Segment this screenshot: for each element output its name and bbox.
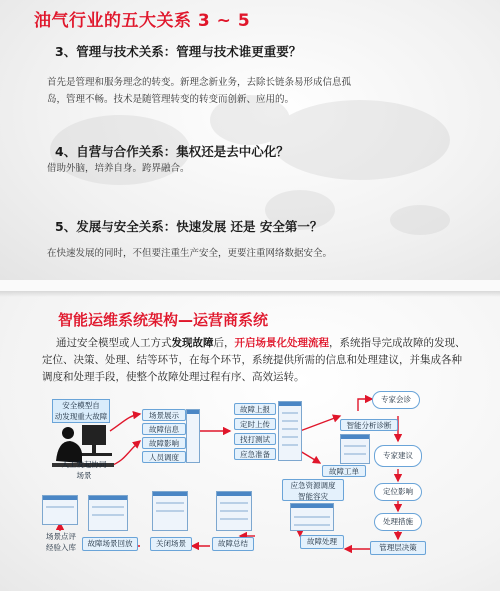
slide-ops-architecture xyxy=(0,291,500,591)
smart-analysis-tag: 智能分析诊断 xyxy=(340,419,398,431)
fault-ticket-tag: 故障工单 xyxy=(322,465,366,477)
slide-five-relations xyxy=(0,0,500,280)
archive-box xyxy=(40,531,82,555)
resource-dispatch-tag xyxy=(282,479,344,501)
slide-title: 智能运维系统架构—运营商系统 xyxy=(58,311,269,329)
box-line: 应急资源调度 xyxy=(290,481,336,490)
body-part: 后， xyxy=(213,337,235,349)
fault-summary-tag: 故障总结 xyxy=(212,537,254,551)
fault-handling-tag: 故障处理 xyxy=(300,535,344,549)
box-line: 经验入库 xyxy=(46,543,76,552)
body-part: 通过安全模型或人工方式 xyxy=(56,337,172,349)
section-heading-4: 4、自营与合作关系：集权还是去中心化？ xyxy=(55,144,289,159)
expert-meeting-node: 专家会诊 xyxy=(372,391,420,409)
locate-impact-node: 定位影响 xyxy=(374,483,422,501)
handle-measures-node: 处理措施 xyxy=(374,513,422,531)
box-line: 安全模型自 xyxy=(62,401,100,410)
box-line: 动发现重大故障 xyxy=(54,412,108,421)
body-part: ，系统指导完成故障的发现、定位、决策、处理、结等环节，在每个环节，系统提供所需的信息和处理建议，并集成各种调度和处理手段，使整个故障处理过程有序、高效运转。 xyxy=(42,337,466,383)
workflow-diagram xyxy=(0,291,500,591)
archive-screenshot xyxy=(42,495,78,525)
section-text-3-line2: 岛，管理不畅。技术是随管理转变的转变而创新、应用的。 xyxy=(47,94,295,105)
dispatch-map-screenshot xyxy=(290,503,334,531)
manual-scene-box xyxy=(58,459,110,483)
review-screenshot xyxy=(88,495,128,531)
section-text-3-line1: 首先是管理和服务理念的转变。新理念新业务，去除长链条易形成信息孤 xyxy=(47,77,352,88)
fault-report-tag: 故障上报 xyxy=(234,403,276,415)
staff-dispatch-tag: 人员调度 xyxy=(142,451,186,463)
box-line: 场景点评 xyxy=(46,532,76,541)
section-heading-3: 3、管理与技术关系：管理与技术谁更重要？ xyxy=(55,44,302,59)
box-line: 智能容灾 xyxy=(298,492,328,501)
scene-screenshot xyxy=(186,409,200,463)
auto-discover-box xyxy=(52,399,110,423)
box-line: 人工发起协同 xyxy=(61,460,107,469)
box-line: 场景 xyxy=(76,471,92,480)
slide-title: 油气行业的五大关系 3 ~ 5 xyxy=(34,11,251,31)
mgmt-decision-tag: 管理层决策 xyxy=(370,541,426,555)
fault-info-tag: 故障信息 xyxy=(142,423,186,435)
body-highlight: 开启场景化处理流程 xyxy=(234,337,329,349)
analysis-screenshot xyxy=(340,434,370,464)
section-heading-5: 5、发展与安全关系：快速发展 还是 安全第一？ xyxy=(55,219,323,234)
expert-advice-node: 专家建议 xyxy=(374,445,422,467)
fault-impact-tag: 故障影响 xyxy=(142,437,186,449)
section-text-4: 借助外脑，培养自身。跨界融合。 xyxy=(47,163,190,174)
close-screenshot xyxy=(152,491,188,531)
close-scene-tag: 关闭场景 xyxy=(150,537,192,551)
summary-screenshot xyxy=(216,491,252,531)
emergency-prep-tag: 应急准备 xyxy=(234,448,276,460)
report-screenshot xyxy=(278,401,302,461)
test-tag: 找打测试 xyxy=(234,433,276,445)
scheduled-upload-tag: 定时上传 xyxy=(234,418,276,430)
section-text-5: 在快速发展的同时，不但要注重生产安全，更要注重网络数据安全。 xyxy=(47,248,333,259)
fault-review-tag: 故障场景回放 xyxy=(82,537,138,551)
scene-display-tag: 场景展示 xyxy=(142,409,186,421)
slide-gap xyxy=(0,280,500,291)
body-bold: 发现故障 xyxy=(171,337,214,349)
